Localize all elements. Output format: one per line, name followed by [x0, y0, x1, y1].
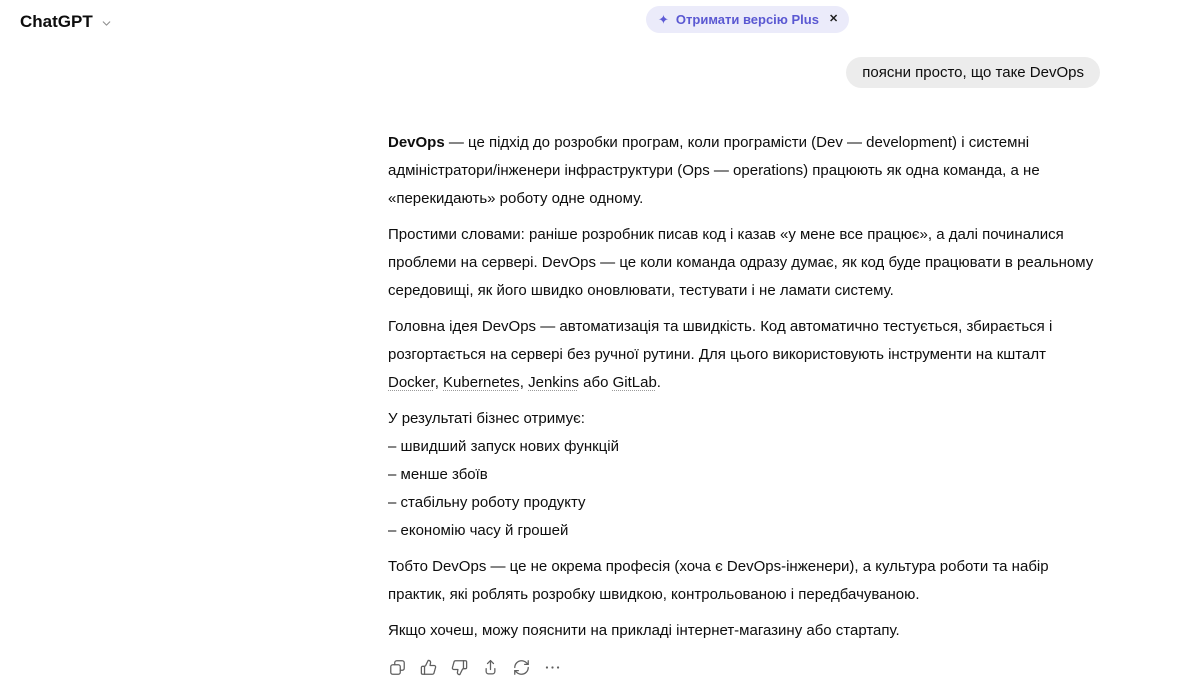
- regenerate-button[interactable]: [507, 653, 535, 681]
- thumbs-down-button[interactable]: [445, 653, 473, 681]
- benefit-item: – економію часу й грошей: [388, 522, 569, 539]
- assistant-paragraph-5: Тобто DevOps — це не окрема професія (хоча є DevOps-інженери), а культура роботи та набір практик, які роблять розробку швидкою, контрольованою і передбачуваною.: [388, 558, 1049, 603]
- chat-thread: [388, 57, 1100, 681]
- thumbs-down-icon: [450, 658, 469, 677]
- assistant-paragraph-1: DevOps — це підхід до розробки програм, коли програмісти (Dev — development) і системні адміністратори/інженери інфраструктури (Ops — operations) працюють як одна команда, а не «перекидають» роботу одне одному.: [388, 134, 1040, 207]
- more-options-icon: [543, 658, 562, 677]
- chevron-down-icon: [100, 17, 113, 30]
- tool-name-kubernetes: Kubernetes: [443, 374, 520, 391]
- close-icon[interactable]: ✕: [826, 14, 838, 25]
- sparkle-icon: ✦: [658, 12, 669, 27]
- app-title: ChatGPT: [20, 12, 93, 31]
- tool-name-docker: Docker: [388, 374, 435, 391]
- regenerate-icon: [512, 658, 531, 677]
- copy-icon: [388, 658, 407, 677]
- tool-name-gitlab: GitLab: [612, 374, 657, 391]
- more-options-button[interactable]: [538, 653, 566, 681]
- assistant-benefits-list: [388, 405, 1100, 545]
- message-actions-row: [383, 653, 1100, 681]
- plus-upgrade-badge[interactable]: [646, 6, 849, 33]
- thumbs-up-icon: [419, 658, 438, 677]
- assistant-paragraph-6: Якщо хочеш, можу пояснити на прикладі інтернет-магазину або стартапу.: [388, 622, 900, 639]
- benefits-intro: У результаті бізнес отримує:: [388, 410, 585, 427]
- copy-button[interactable]: [383, 653, 411, 681]
- tool-name-jenkins: Jenkins: [528, 374, 579, 391]
- assistant-paragraph-3: Головна ідея DevOps — автоматизація та швидкість. Код автоматично тестується, збирається і розгортається на сервері без ручної рутини. Для цього використовують інструменти на кшталт Docker, Kubernetes, Jenkins або GitLab.: [388, 318, 1053, 391]
- model-switcher[interactable]: [14, 8, 119, 36]
- benefit-item: – стабільну роботу продукту: [388, 494, 586, 511]
- benefit-item: – швидший запуск нових функцій: [388, 438, 619, 455]
- user-message-row: [388, 57, 1100, 88]
- share-button[interactable]: [476, 653, 504, 681]
- share-icon: [481, 658, 500, 677]
- plus-badge-label: Отримати версію Plus: [675, 12, 819, 27]
- benefit-item: – менше збоїв: [388, 466, 488, 483]
- user-message-bubble: поясни просто, що таке DevOps: [846, 57, 1100, 88]
- assistant-message: [388, 129, 1100, 681]
- assistant-paragraph-2: Простими словами: раніше розробник писав код і казав «у мене все працює», а далі починалися проблеми на сервері. DevOps — це коли команда одразу думає, як код буде працювати в реальному середовищі, як його швидко оновлювати, тестувати і не ламати систему.: [388, 226, 1094, 299]
- bold-lead: DevOps: [388, 134, 445, 151]
- thumbs-up-button[interactable]: [414, 653, 442, 681]
